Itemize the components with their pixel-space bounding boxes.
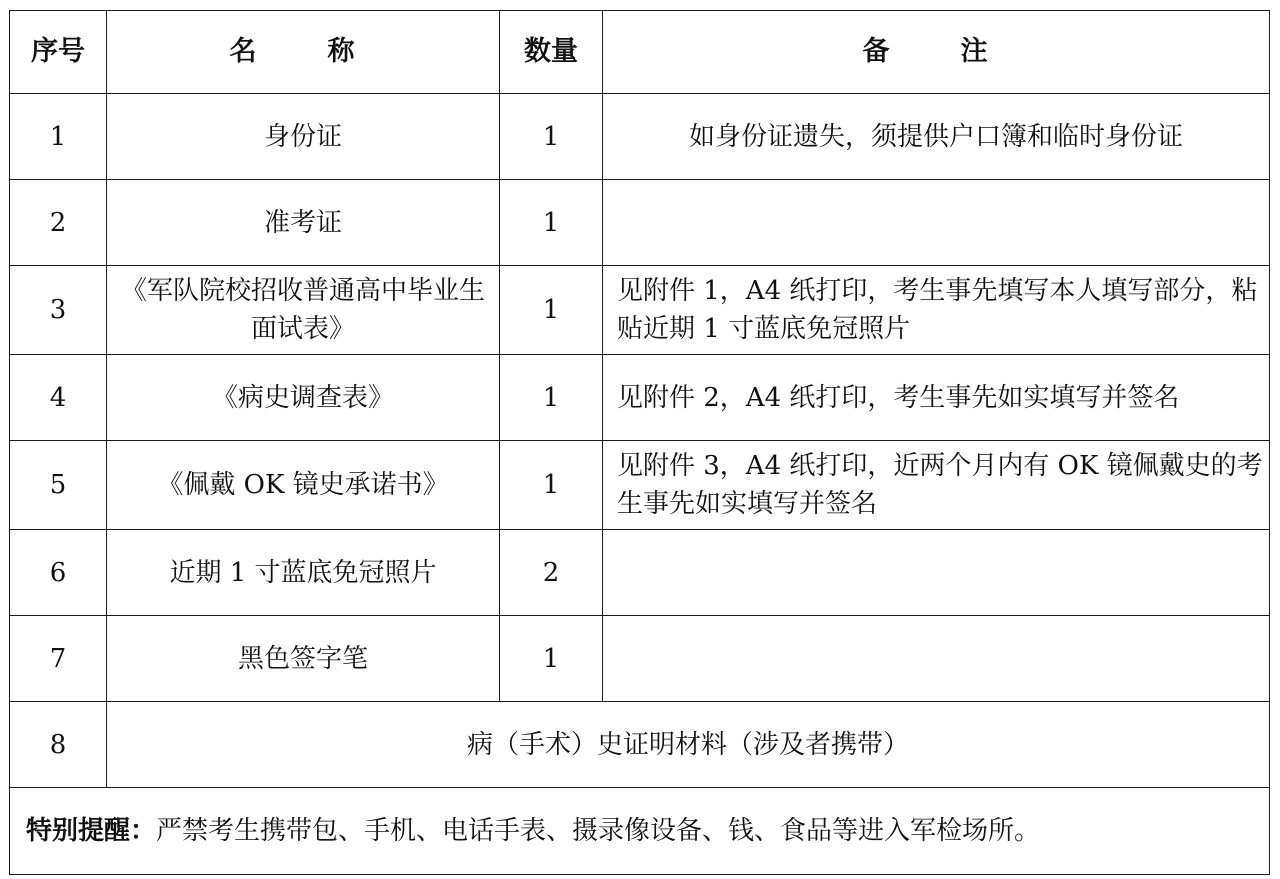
row-serial: 8 <box>10 702 107 788</box>
special-reminder <box>10 788 1270 875</box>
row-name: 身份证 <box>107 94 500 180</box>
row-quantity: 1 <box>500 441 603 530</box>
row-remarks <box>603 616 1270 702</box>
row-quantity: 1 <box>500 616 603 702</box>
row-merged-text: 病（手术）史证明材料（涉及者携带） <box>107 702 1270 788</box>
row-quantity: 1 <box>500 266 603 355</box>
row-name: 近期 1 寸蓝底免冠照片 <box>107 530 500 616</box>
row-serial: 6 <box>10 530 107 616</box>
row-serial: 1 <box>10 94 107 180</box>
table-row <box>10 355 1270 441</box>
row-serial: 4 <box>10 355 107 441</box>
table-row <box>10 441 1270 530</box>
table-row <box>10 530 1270 616</box>
row-name: 《病史调查表》 <box>107 355 500 441</box>
row-remarks <box>603 180 1270 266</box>
reminder-text: 严禁考生携带包、手机、电话手表、摄录像设备、钱、食品等进入军检场所。 <box>156 816 1041 846</box>
header-serial: 序号 <box>10 11 107 94</box>
row-serial: 2 <box>10 180 107 266</box>
reminder-row <box>10 788 1270 875</box>
row-remarks: 见附件 2，A4 纸打印，考生事先如实填写并签名 <box>603 355 1270 441</box>
row-name: 《佩戴 OK 镜史承诺书》 <box>107 441 500 530</box>
row-name: 《军队院校招收普通高中毕业生面试表》 <box>107 266 500 355</box>
table-row <box>10 266 1270 355</box>
reminder-label: 特别提醒： <box>26 816 157 846</box>
row-remarks <box>603 530 1270 616</box>
row-serial: 7 <box>10 616 107 702</box>
header-name: 名 称 <box>107 11 500 94</box>
table-header-row <box>10 11 1270 94</box>
row-quantity: 1 <box>500 180 603 266</box>
row-name: 准考证 <box>107 180 500 266</box>
row-remarks: 见附件 3，A4 纸打印，近两个月内有 OK 镜佩戴史的考生事先如实填写并签名 <box>603 441 1270 530</box>
table-row <box>10 180 1270 266</box>
row-quantity: 1 <box>500 94 603 180</box>
row-serial: 3 <box>10 266 107 355</box>
items-table <box>9 10 1270 875</box>
header-quantity: 数量 <box>500 11 603 94</box>
table-row <box>10 616 1270 702</box>
header-remarks: 备 注 <box>603 11 1270 94</box>
table-row <box>10 702 1270 788</box>
row-name: 黑色签字笔 <box>107 616 500 702</box>
row-quantity: 2 <box>500 530 603 616</box>
row-serial: 5 <box>10 441 107 530</box>
table-row <box>10 94 1270 180</box>
row-quantity: 1 <box>500 355 603 441</box>
row-remarks: 见附件 1，A4 纸打印，考生事先填写本人填写部分，粘贴近期 1 寸蓝底免冠照片 <box>603 266 1270 355</box>
row-remarks: 如身份证遗失，须提供户口簿和临时身份证 <box>603 94 1270 180</box>
